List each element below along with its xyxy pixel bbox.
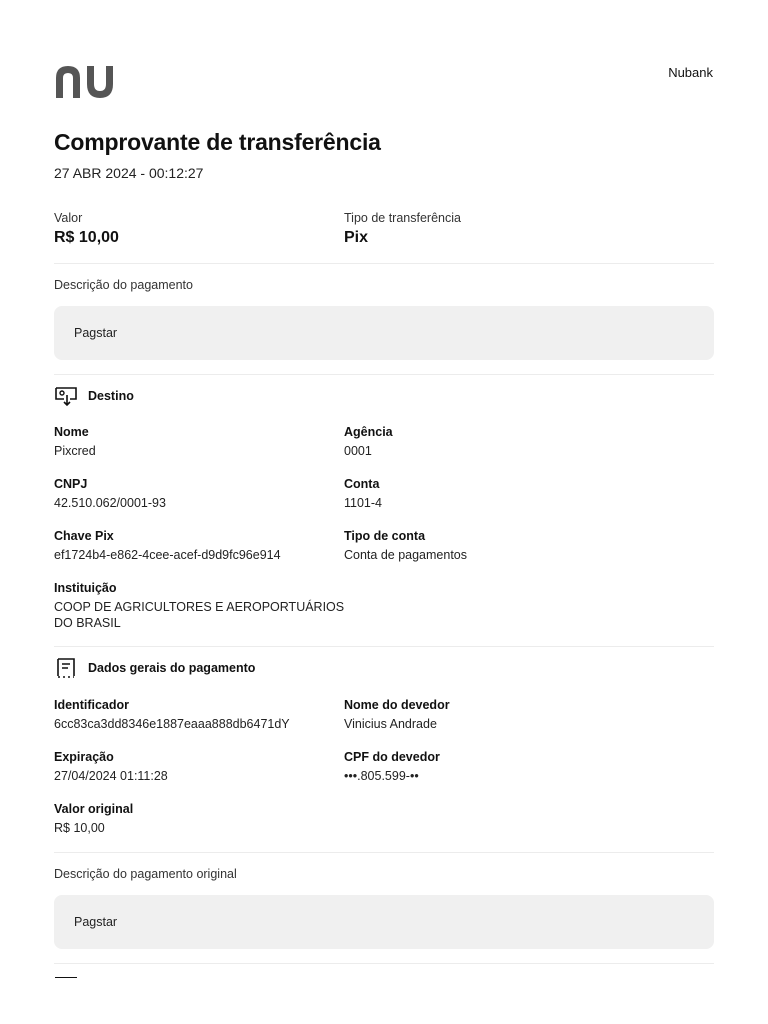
- expiracao-field: [54, 750, 168, 784]
- page-title: Comprovante de transferência: [54, 129, 381, 155]
- nome-label: Nome: [54, 425, 89, 439]
- cnpj-field: [54, 477, 166, 511]
- descricao-text: Pagstar: [74, 326, 118, 340]
- descricao-original-label: Descrição do pagamento original: [54, 867, 237, 881]
- chave-value: ef1724b4-e862-4cee-acef-d9d9fc96e914: [54, 548, 281, 562]
- valor-label: Valor: [54, 211, 83, 225]
- divider: [54, 852, 714, 853]
- instituicao-value: [54, 599, 344, 631]
- valor-original-value: R$ 10,00: [54, 821, 105, 835]
- instituicao-line: DO BRASIL: [54, 616, 121, 630]
- chave-field: [54, 529, 281, 563]
- identificador-field: [54, 698, 290, 732]
- conta-label: Conta: [344, 477, 380, 491]
- cnpj-label: CNPJ: [54, 477, 88, 491]
- nome-devedor-label: Nome do devedor: [344, 698, 450, 712]
- descricao-original-box: [54, 895, 714, 949]
- nome-field: [54, 425, 96, 459]
- tipo-field: [344, 211, 461, 247]
- tipo-label: Tipo de transferência: [344, 211, 461, 225]
- expiracao-label: Expiração: [54, 750, 114, 764]
- conta-field: [344, 477, 382, 511]
- destino-title: Destino: [88, 389, 134, 403]
- descricao-box: [54, 306, 714, 360]
- cpf-label: CPF do devedor: [344, 750, 440, 764]
- tipo-conta-value: Conta de pagamentos: [344, 548, 468, 562]
- cpf-field: [344, 750, 440, 784]
- instituicao-field: [54, 581, 344, 631]
- destino-section-header: [54, 385, 134, 407]
- agencia-field: [344, 425, 393, 459]
- conta-value: 1101-4: [344, 496, 382, 510]
- receipt-icon: [54, 657, 78, 679]
- next-section-icon: [55, 977, 77, 981]
- divider: [54, 963, 714, 964]
- divider: [54, 646, 714, 647]
- instituicao-label: Instituição: [54, 581, 117, 595]
- instituicao-line: COOP DE AGRICULTORES E AEROPORTUÁRIOS: [54, 600, 345, 614]
- tipo-conta-field: [344, 529, 467, 563]
- valor-field: [54, 211, 119, 247]
- transfer-date: 27 ABR 2024 - 00:12:27: [54, 165, 204, 181]
- cnpj-value: 42.510.062/0001-93: [54, 496, 166, 510]
- dados-section-header: [54, 657, 255, 679]
- expiracao-value: 27/04/2024 01:11:28: [54, 769, 168, 783]
- dados-title: Dados gerais do pagamento: [88, 661, 256, 675]
- valor-original-field: [54, 802, 133, 836]
- divider: [54, 374, 714, 375]
- nubank-logo: [54, 64, 118, 98]
- valor-value: R$ 10,00: [54, 229, 119, 246]
- agencia-value: 0001: [344, 444, 372, 458]
- identificador-label: Identificador: [54, 698, 130, 712]
- descricao-original-text: Pagstar: [74, 915, 118, 929]
- screen-download-icon: [54, 385, 78, 407]
- agencia-label: Agência: [344, 425, 393, 439]
- chave-label: Chave Pix: [54, 529, 114, 543]
- identificador-value: 6cc83ca3dd8346e1887eaaa888db6471dY: [54, 717, 290, 731]
- nome-value: Pixcred: [54, 444, 96, 458]
- nome-devedor-field: [344, 698, 450, 732]
- cpf-value: •••.805.599-••: [344, 769, 419, 783]
- tipo-conta-label: Tipo de conta: [344, 529, 426, 543]
- nome-devedor-value: Vinicius Andrade: [344, 717, 437, 731]
- descricao-label: Descrição do pagamento: [54, 278, 193, 292]
- divider: [54, 263, 714, 264]
- brand-name: Nubank: [668, 65, 713, 80]
- tipo-value: Pix: [344, 229, 369, 246]
- valor-original-label: Valor original: [54, 802, 134, 816]
